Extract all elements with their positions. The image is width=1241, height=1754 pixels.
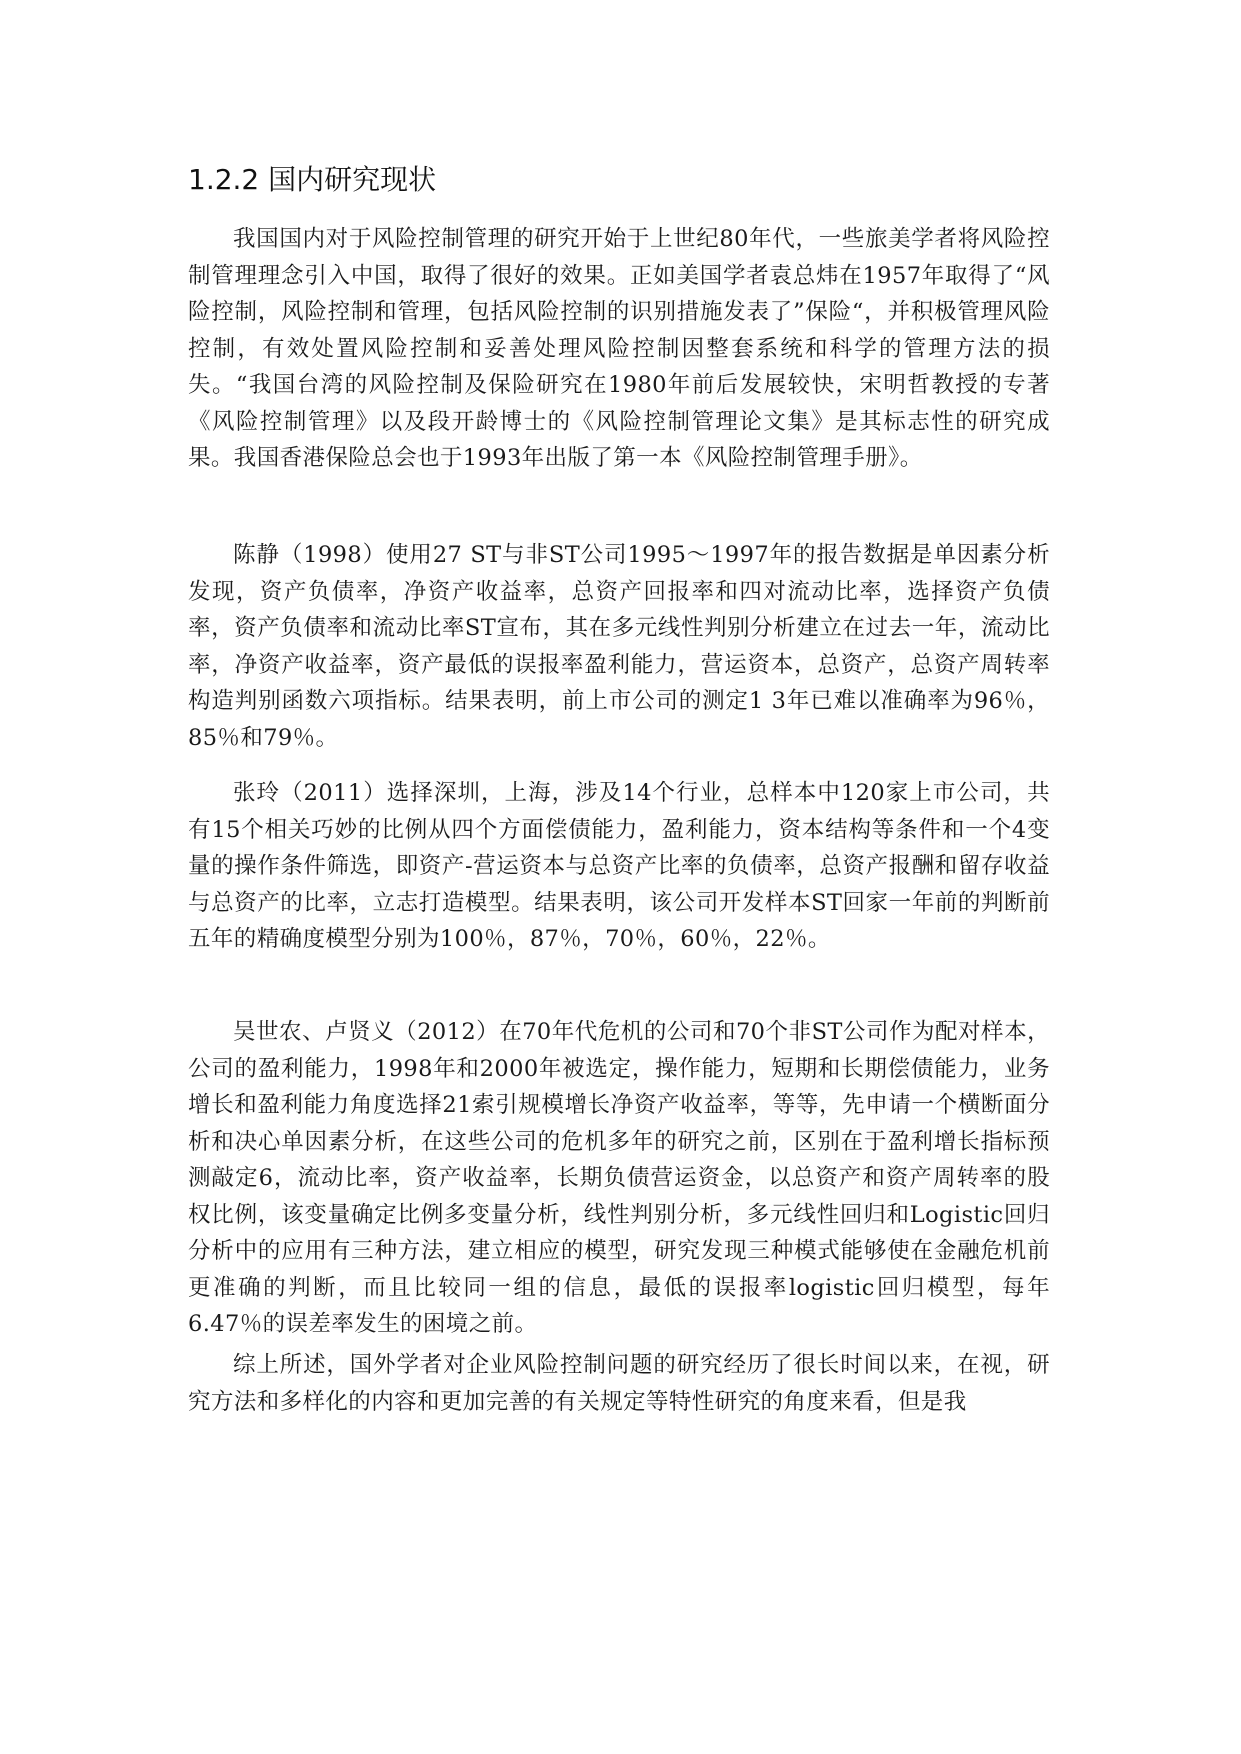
paragraph-block-4 <box>188 1014 1050 1343</box>
paragraph-1: 我国国内对于风险控制管理的研究开始于上世纪80年代，一些旅美学者将风险控制管理理念引入中国，取得了很好的效果。正如美国学者袁总炜在1957年取得了“风险控制，风险控制和管理，包括风险控制的识别措施发表了”保险“，并积极管理风险控制，有效处置风险控制和妥善处理风险控制因整套系统和科学的管理方法的损失。“我国台湾的风险控制及保险研究在1980年前后发展较快，宋明哲教授的专著《风险控制管理》以及段开龄博士的《风险控制管理论文集》是其标志性的研究成果。我国香港保险总会也于1993年出版了第一本《风险控制管理手册》。 <box>188 226 1050 471</box>
paragraph-block-3 <box>188 775 1050 958</box>
paragraph-block-5 <box>188 1347 1050 1420</box>
paragraph-5: 综上所述，国外学者对企业风险控制问题的研究经历了很长时间以来，在视，研究方法和多样化的内容和更加完善的有关规定等特性研究的角度来看，但是我 <box>188 1352 1050 1415</box>
paragraph-4: 吴世农、卢贤义（2012）在70年代危机的公司和70个非ST公司作为配对样本，公司的盈利能力，1998年和2000年被选定，操作能力，短期和长期偿债能力，业务增长和盈利能力角度选择21索引规模增长净资产收益率，等等，先申请一个横断面分析和决心单因素分析，在这些公司的危机多年的研究之前，区别在于盈利增长指标预测敲定6，流动比率，资产收益率，长期负债营运资金，以总资产和资产周转率的股权比例，该变量确定比例多变量分析，线性判别分析，多元线性回归和Logistic回归分析中的应用有三种方法，建立相应的模型，研究发现三种模式能够使在金融危机前更准确的判断，而且比较同一组的信息，最低的误报率logistic回归模型，每年6.47％的误差率发生的困境之前。 <box>188 1019 1050 1337</box>
paragraph-2: 陈静（1998）使用27 ST与非ST公司1995〜1997年的报告数据是单因素分析发现，资产负债率，净资产收益率，总资产回报率和四对流动比率，选择资产负债率，资产负债率和流动比率ST宣布，其在多元线性判别分析建立在过去一年，流动比率，净资产收益率，资产最低的误报率盈利能力，营运资本，总资产，总资产周转率构造判别函数六项指标。结果表明，前上市公司的测定1 3年已难以准确率为96％，85％和79％。 <box>188 542 1050 751</box>
section-heading: 1.2.2 国内研究现状 <box>188 163 437 196</box>
paragraph-3: 张玲（2011）选择深圳，上海，涉及14个行业，总样本中120家上市公司，共有15个相关巧妙的比例从四个方面偿债能力，盈利能力，资本结构等条件和一个4变量的操作条件筛选，即资产-营运资本与总资产比率的负债率，总资产报酬和留存收益与总资产的比率，立志打造模型。结果表明，该公司开发样本ST回家一年前的判断前五年的精确度模型分别为100％，87％，70％，60％，22％。 <box>188 780 1050 952</box>
paragraph-block-2 <box>188 537 1050 756</box>
paragraph-block-1 <box>188 221 1050 477</box>
